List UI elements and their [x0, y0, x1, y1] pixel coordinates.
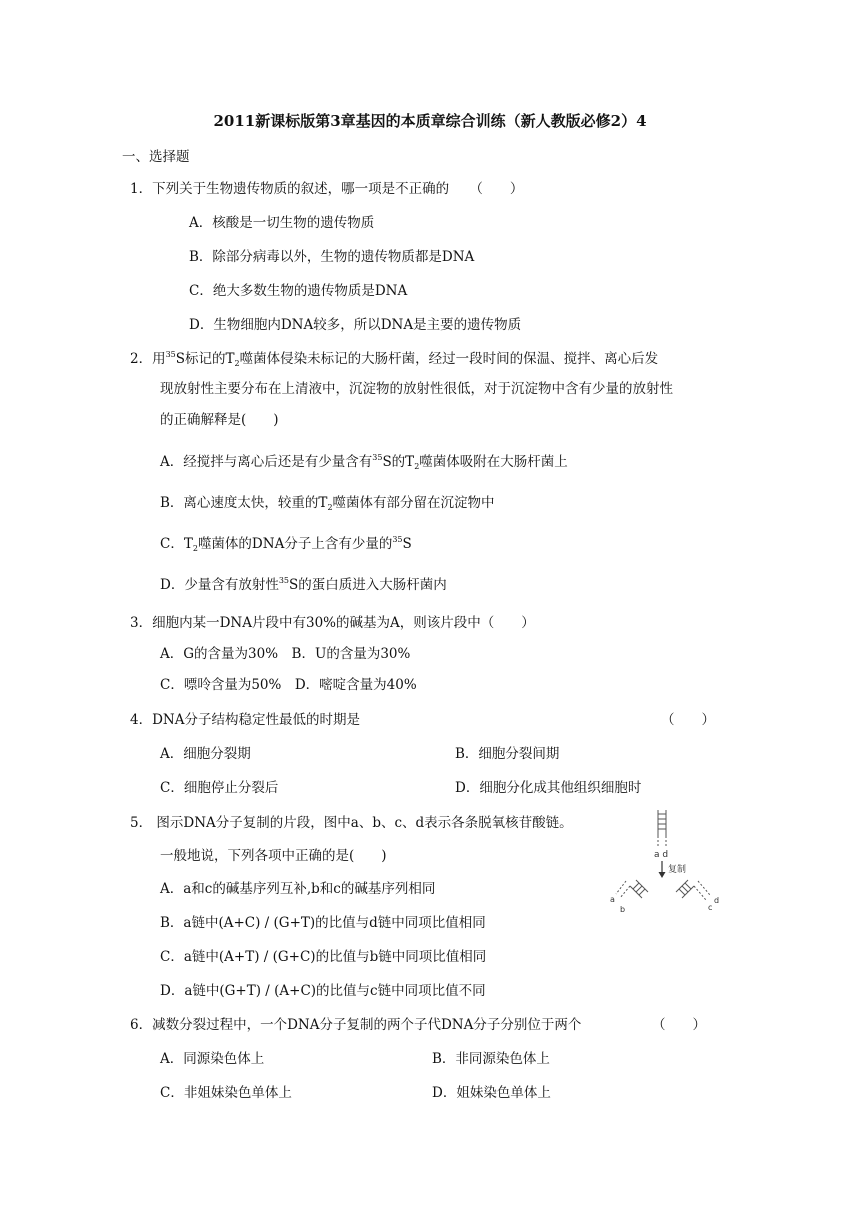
question-2-stem-line-1: 2．用$^{35}$S标记的$T_2$噬菌体侵染未标记的大肠杆菌，经过一段时间的保温、搅拌、离心后发: [130, 350, 659, 368]
question-4-option-c: C．细胞停止分裂后: [160, 780, 279, 796]
question-2-option-a: A．经搅拌与离心后还是有少量含有$^{35}$S的$T_2$噬菌体吸附在大肠杆菌上: [160, 453, 568, 471]
right-daughter-dna: [676, 880, 710, 900]
question-5-option-b: B．a链中(A+C) / (G+T)的比值与d链中同项比值相同: [160, 915, 486, 931]
question-5-option-a: A．a和c的碱基序列互补,b和c的碱基序列相同: [160, 881, 436, 897]
figure-label-d: d: [714, 896, 720, 905]
parent-dna-ladder: [658, 810, 666, 846]
figure-label-replication: 复制: [668, 865, 687, 875]
question-4-option-d: D．细胞分化成其他组织细胞时: [455, 780, 642, 796]
question-4-option-a: A．细胞分裂期: [160, 746, 251, 762]
figure-label-b: b: [620, 905, 626, 914]
question-4-answer-bracket: （ ）: [661, 712, 715, 728]
question-1-option-b: B．除部分病毒以外，生物的遗传物质都是DNA: [189, 249, 475, 265]
arrow-head-icon: [659, 872, 666, 878]
section-heading: 一、选择题: [122, 149, 190, 165]
question-4-option-b: B．细胞分裂间期: [455, 746, 560, 762]
question-5-option-d: D．a链中(G+T) / (A+C)的比值与c链中同项比值不同: [160, 983, 486, 999]
question-5-stem: 5． 图示DNA分子复制的片段，图中a、b、c、d表示各条脱氧核苷酸链。: [130, 815, 573, 831]
figure-label-a: a: [610, 895, 615, 904]
question-2-option-d: D．少量含有放射性$^{35}$S的蛋白质进入大肠杆菌内: [160, 576, 447, 593]
question-2-option-b: B．离心速度太快，较重的$T_2$噬菌体有部分留在沉淀物中: [160, 495, 495, 512]
document-title: 2011新课标版第3章基因的本质章综合训练（新人教版必修2）4: [213, 112, 647, 130]
question-3-options-ab: A．G的含量为30% B．U的含量为30%: [160, 646, 411, 662]
question-6-option-d: D．姐妹染色单体上: [432, 1085, 551, 1101]
figure-label-c: c: [708, 903, 713, 912]
question-6-answer-bracket: （ ）: [652, 1017, 706, 1033]
question-6-stem: 6．减数分裂过程中，一个DNA分子复制的两个子代DNA分子分别位于两个: [130, 1017, 582, 1033]
question-1-option-c: C．绝大多数生物的遗传物质是DNA: [189, 283, 408, 299]
question-2-stem-line-2: 现放射性主要分布在上清液中，沉淀物的放射性很低，对于沉淀物中含有少量的放射性: [160, 381, 673, 397]
question-5-option-c: C．a链中(A+T) / (G+C)的比值与b链中同项比值相同: [160, 949, 487, 965]
question-2-option-c: C．$T_2$噬菌体的DNA分子上含有少量的$^{35}$S: [160, 535, 412, 553]
figure-label-top: a d: [654, 850, 669, 860]
question-1-option-a: A．核酸是一切生物的遗传物质: [189, 215, 375, 231]
left-daughter-dna: [616, 880, 648, 898]
question-4-stem: 4．DNA分子结构稳定性最低的时期是: [130, 712, 360, 728]
question-6-option-b: B．非同源染色体上: [432, 1051, 550, 1067]
question-2-stem-line-3: 的正确解释是( ): [160, 412, 279, 428]
question-3-stem: 3．细胞内某一DNA片段中有30%的碱基为A，则该片段中（ ）: [130, 615, 535, 631]
question-1-stem: 1．下列关于生物遗传物质的叙述，哪一项是不正确的 （ ）: [130, 181, 524, 197]
question-1-option-d: D．生物细胞内DNA较多，所以DNA是主要的遗传物质: [189, 317, 522, 333]
question-5-stem-line-2: 一般地说，下列各项中正确的是( ): [160, 848, 387, 864]
question-6-option-a: A．同源染色体上: [160, 1051, 265, 1067]
dna-replication-figure: [608, 808, 724, 916]
question-3-options-cd: C．嘌呤含量为50% D．嘧啶含量为40%: [160, 677, 417, 693]
question-6-option-c: C．非姐妹染色单体上: [160, 1085, 292, 1101]
